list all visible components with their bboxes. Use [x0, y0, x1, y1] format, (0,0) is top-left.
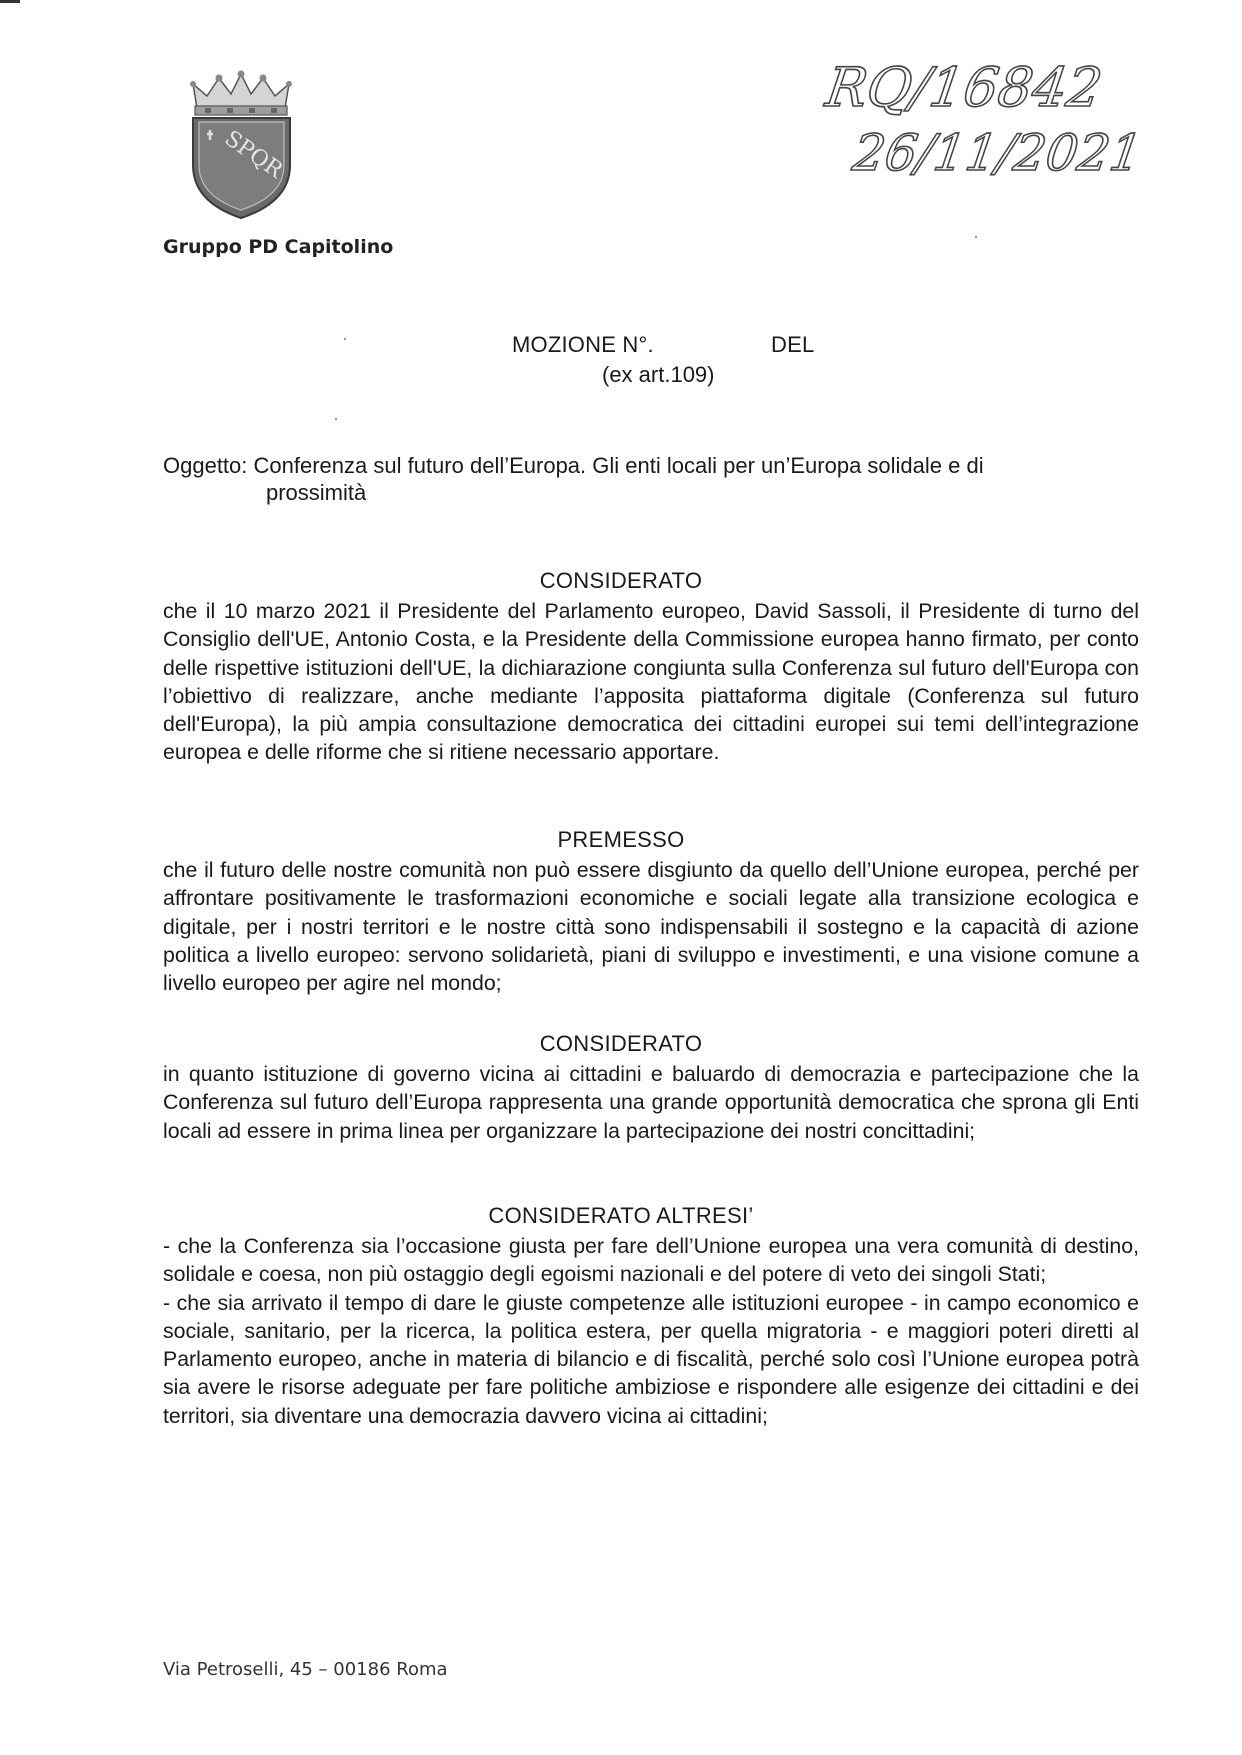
scan-speck: [975, 236, 977, 238]
subject-line: [163, 451, 1123, 480]
section-heading: CONSIDERATO ALTRESI’: [488, 1203, 754, 1228]
footer-address: Via Petroselli, 45 – 00186 Roma: [163, 1659, 448, 1680]
section-paragraph: - che sia arrivato il tempo di dare le giuste competenze alle istituzioni europee - in campo economico e sociale, sanitario, per la ricerca, la politica estera, per quella migratoria - e maggiori poteri diretti al Parlamento europeo, anche in materia di bilancio e di fiscalità, perché solo così l’Unione europea potrà sia avere le risorse adeguate per fare politiche ambiziose e rispondere alle esigenze dei cittadini e dei territori, sia diventare una democrazia davvero vicina ai cittadini;: [163, 1290, 1139, 1428]
section-heading: PREMESSO: [557, 827, 685, 852]
scan-speck: [344, 338, 346, 340]
protocol-number: RQ/16842: [822, 56, 1106, 119]
group-name: Gruppo PD Capitolino: [163, 236, 394, 258]
section-body: [163, 1060, 1139, 1145]
section-heading: CONSIDERATO: [539, 568, 703, 593]
spqr-lettering: SPQR: [219, 126, 287, 184]
subject-label: Oggetto:: [163, 453, 248, 478]
section-body: [163, 856, 1139, 997]
section-body: [163, 597, 1139, 767]
subject-text-continued: prossimità: [266, 480, 367, 505]
scan-speck: [335, 418, 337, 420]
scan-edge-mark: [0, 0, 20, 3]
section-paragraph: in quanto istituzione di governo vicina ai cittadini e baluardo di democrazia e partecipazione che la Conferenza sul futuro dell’Europa rappresenta una grande opportunità democratica che sprona gli Enti locali ad essere in prima linea per organizzare la partecipazione dei nostri concittadini;: [163, 1062, 1139, 1143]
motion-number-label: MOZIONE N°.: [512, 332, 654, 357]
section-paragraph: che il 10 marzo 2021 il Presidente del Parlamento europeo, David Sassoli, il Presidente di turno del Consiglio dell'UE, Antonio Costa, e la Presidente della Commissione europea hanno firmato, per conto delle rispettive istituzioni dell'UE, la dichiarazione congiunta sulla Conferenza sul futuro dell'Europa con l’obiettivo di realizzare, anche mediante l’apposita piattaforma digitale (Conferenza sul futuro dell'Europa), la più ampia consultazione democratica dei cittadini europei sui temi dell’integrazione europea e delle riforme che si ritiene necessario apportare.: [163, 599, 1139, 765]
motion-title: [512, 332, 815, 358]
section-paragraph: - che la Conferenza sia l’occasione giusta per fare dell’Unione europea una vera comunità di destino, solidale e coesa, non più ostaggio degli egoismi nazionali e del potere di veto dei singoli Stati;: [163, 1234, 1139, 1287]
section-heading: CONSIDERATO: [539, 1031, 703, 1056]
section-body: [163, 1232, 1139, 1430]
spqr-crest-logo: [183, 70, 300, 220]
motion-article: (ex art.109): [602, 362, 715, 387]
subject-text: Conferenza sul futuro dell’Europa. Gli enti locali per un’Europa solidale e di: [253, 453, 984, 478]
crown-icon: [190, 71, 292, 116]
handwritten-protocol-stamp: [820, 50, 1180, 200]
protocol-date: 26/11/2021: [849, 123, 1146, 182]
section-paragraph: che il futuro delle nostre comunità non può essere disgiunto da quello dell’Unione europea, perché per affrontare positivamente le trasformazioni economiche e sociali legate alla transizione ecologica e digitale, per i nostri territori e le nostre città sono indispensabili il sostegno e la capacità di azione politica a livello europeo: servono solidarietà, piani di sviluppo e investimenti, e una visione comune a livello europeo per agire nel mondo;: [163, 858, 1139, 996]
motion-date-label: DEL: [771, 332, 815, 357]
